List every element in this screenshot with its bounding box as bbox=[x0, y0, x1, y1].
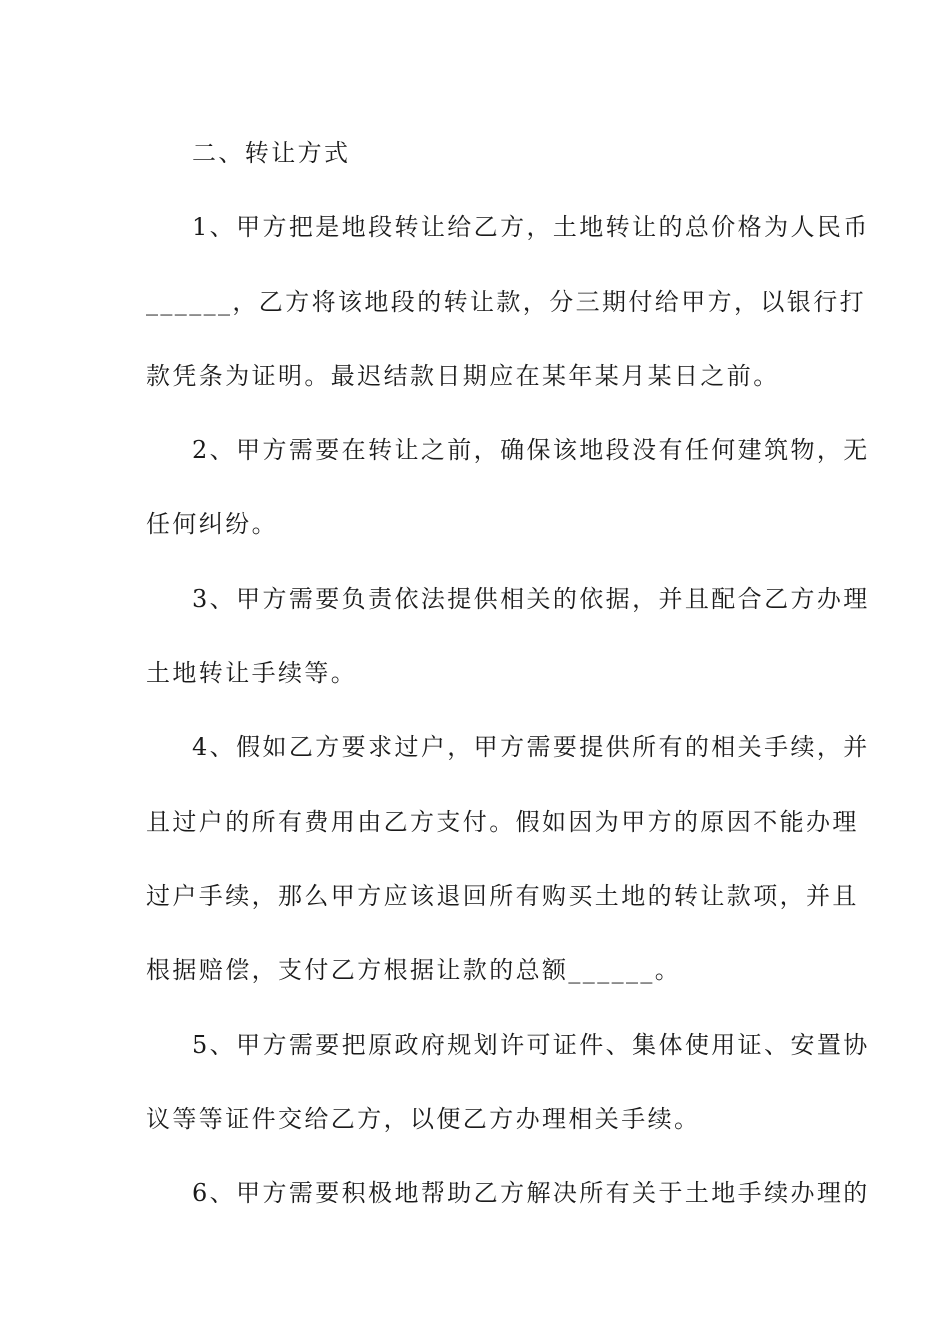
clause-3-line-1: 3、甲方需要负责依法提供相关的依据，并且配合乙方办理 bbox=[192, 585, 870, 613]
clause-4-line-3: 过户手续，那么甲方应该退回所有购买土地的转让款项，并且 bbox=[146, 882, 859, 910]
clause-5-line-2: 议等等证件交给乙方，以便乙方办理相关手续。 bbox=[146, 1105, 701, 1133]
clause-3-line-2: 土地转让手续等。 bbox=[146, 659, 358, 687]
section-heading: 二、转让方式 bbox=[192, 139, 351, 167]
clause-2-line-2: 任何纠纷。 bbox=[146, 510, 278, 538]
clause-6-line-1: 6、甲方需要积极地帮助乙方解决所有关于土地手续办理的 bbox=[192, 1179, 870, 1207]
clause-4-line-1: 4、假如乙方要求过户，甲方需要提供所有的相关手续，并 bbox=[192, 733, 870, 761]
clause-4-line-4: 根据赔偿，支付乙方根据让款的总额______。 bbox=[146, 956, 682, 984]
clause-1-line-1: 1、甲方把是地段转让给乙方，土地转让的总价格为人民币 bbox=[192, 213, 870, 241]
clause-5-line-1: 5、甲方需要把原政府规划许可证件、集体使用证、安置协 bbox=[192, 1031, 870, 1059]
clause-1-line-2: ______，乙方将该地段的转让款，分三期付给甲方，以银行打 bbox=[146, 288, 866, 316]
clause-2-line-1: 2、甲方需要在转让之前，确保该地段没有任何建筑物，无 bbox=[192, 436, 870, 464]
clause-4-line-2: 且过户的所有费用由乙方支付。假如因为甲方的原因不能办理 bbox=[146, 808, 859, 836]
clause-1-line-3: 款凭条为证明。最迟结款日期应在某年某月某日之前。 bbox=[146, 362, 780, 390]
